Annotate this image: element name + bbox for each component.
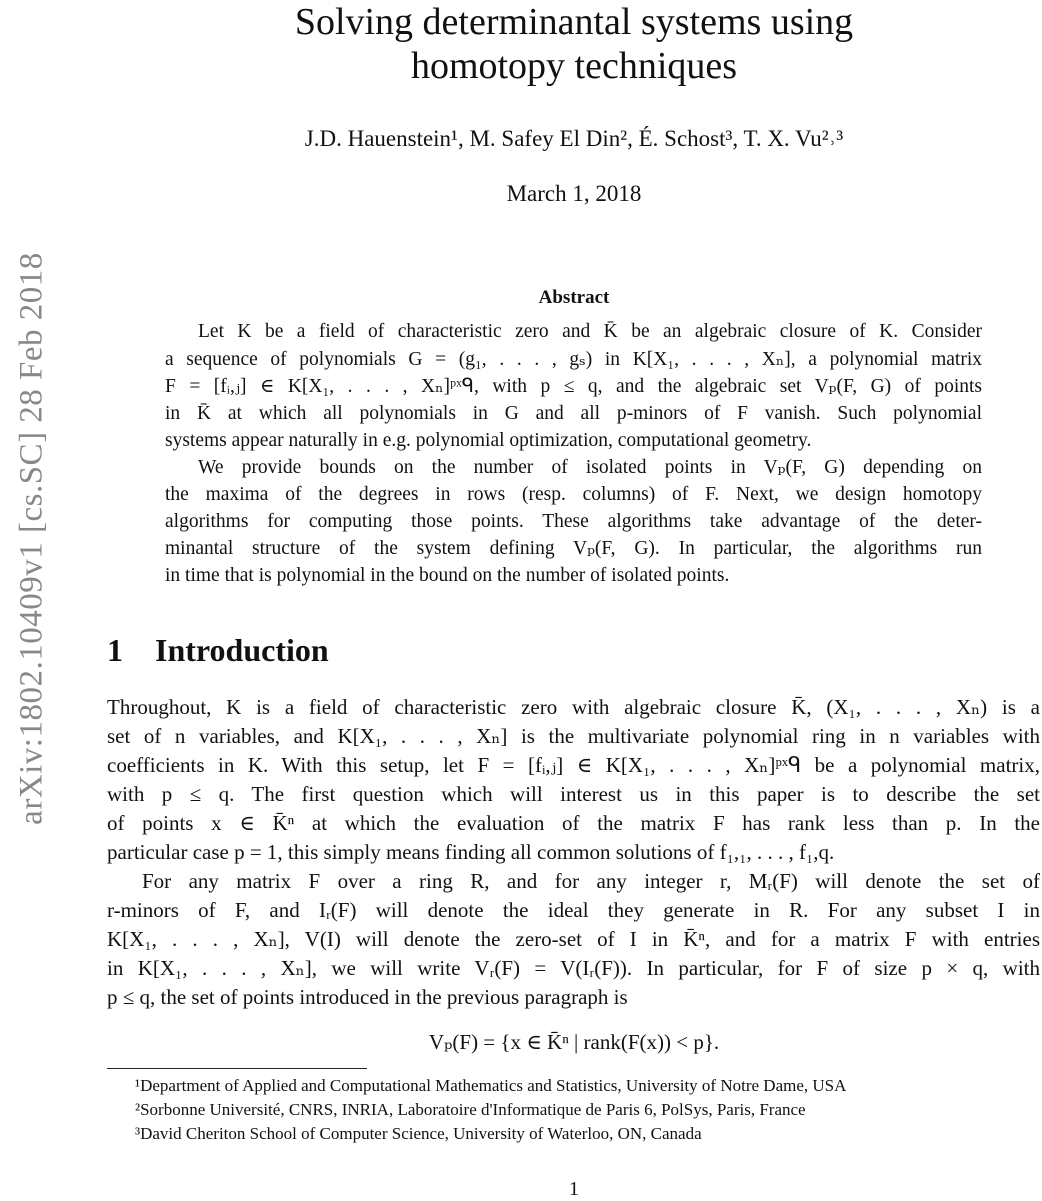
- page-number: 1: [569, 1178, 579, 1200]
- section-number: 1: [107, 632, 123, 668]
- date: March 1, 2018: [506, 181, 642, 206]
- footnote-1: ¹Department of Applied and Computational Mathematics and Statistics, University of Notre Dame, USA: [135, 1076, 847, 1095]
- section-title: Introduction: [155, 632, 329, 668]
- body-line: K[X₁, . . . , Xₙ], V(I) will denote the zero-set of I in K̄ⁿ, and for a matrix F with entries: [107, 927, 1040, 951]
- abstract-line: We provide bounds on the number of isolated points in Vₚ(F, G) depending on: [198, 457, 982, 478]
- footnote-rule: [107, 1068, 367, 1069]
- abstract-line: a sequence of polynomials G = (g₁, . . . , gₛ) in K[X₁, . . . , Xₙ], a polynomial matrix: [165, 349, 982, 370]
- abstract-line: in K̄ at which all polynomials in G and all p-minors of F vanish. Such polynomial: [165, 403, 982, 424]
- body-line: set of n variables, and K[X₁, . . . , Xₙ] is the multivariate polynomial ring in n variables with: [107, 724, 1040, 748]
- equation: Vₚ(F) = {x ∈ K̄ⁿ | rank(F(x)) < p}.: [428, 1030, 720, 1054]
- abstract-heading: Abstract: [538, 287, 610, 308]
- body-line: in K[X₁, . . . , Xₙ], we will write Vᵣ(F) = V(Iᵣ(F)). In particular, for F of size p × q, with: [107, 956, 1040, 980]
- body-line: coefficients in K. With this setup, let F = [fᵢ,ⱼ] ∈ K[X₁, . . . , Xₙ]ᵖˣᑫ be a polynomial matrix,: [107, 753, 1040, 777]
- paper-title-line-1: Solving determinantal systems using: [294, 1, 854, 43]
- abstract-line: the maxima of the degrees in rows (resp. columns) of F. Next, we design homotopy: [165, 484, 982, 505]
- paper-title-line-2: homotopy techniques: [410, 45, 738, 87]
- body-line: p ≤ q, the set of points introduced in the previous paragraph is: [107, 985, 628, 1009]
- footnote-2: ²Sorbonne Université, CNRS, INRIA, Laboratoire d'Informatique de Paris 6, PolSys, Paris, France: [135, 1100, 806, 1119]
- abstract-line: F = [fᵢ,ⱼ] ∈ K[X₁, . . . , Xₙ]ᵖˣᑫ, with p ≤ q, and the algebraic set Vₚ(F, G) of points: [165, 376, 982, 397]
- body-line: of points x ∈ K̄ⁿ at which the evaluation of the matrix F has rank less than p. In the: [107, 811, 1040, 835]
- body-line: r-minors of F, and Iᵣ(F) will denote the ideal they generate in R. For any subset I in: [107, 898, 1040, 922]
- abstract-line: in time that is polynomial in the bound on the number of isolated points.: [165, 565, 730, 586]
- abstract-line: minantal structure of the system defining Vₚ(F, G). In particular, the algorithms run: [165, 538, 982, 559]
- body-line: For any matrix F over a ring R, and for any integer r, Mᵣ(F) will denote the set of: [142, 869, 1040, 893]
- authors: J.D. Hauenstein¹, M. Safey El Din², É. Schost³, T. X. Vu²˒³: [304, 126, 844, 151]
- abstract-line: Let K be a field of characteristic zero and K̄ be an algebraic closure of K. Consider: [198, 321, 982, 342]
- body-line: with p ≤ q. The first question which will interest us in this paper is to describe the set: [107, 782, 1040, 806]
- abstract-line: systems appear naturally in e.g. polynomial optimization, computational geometry.: [165, 430, 812, 451]
- body-line: Throughout, K is a field of characteristic zero with algebraic closure K̄, (X₁, . . . , Xₙ) is a: [107, 695, 1040, 719]
- section-heading: [107, 632, 329, 669]
- arxiv-identifier: arXiv:1802.10409v1 [cs.SC] 28 Feb 2018: [13, 252, 50, 825]
- footnote-3: ³David Cheriton School of Computer Science, University of Waterloo, ON, Canada: [135, 1124, 702, 1143]
- abstract-line: algorithms for computing those points. These algorithms take advantage of the deter-: [165, 511, 982, 532]
- body-line: particular case p = 1, this simply means finding all common solutions of f₁,₁, . . . , f₁,q.: [107, 840, 835, 864]
